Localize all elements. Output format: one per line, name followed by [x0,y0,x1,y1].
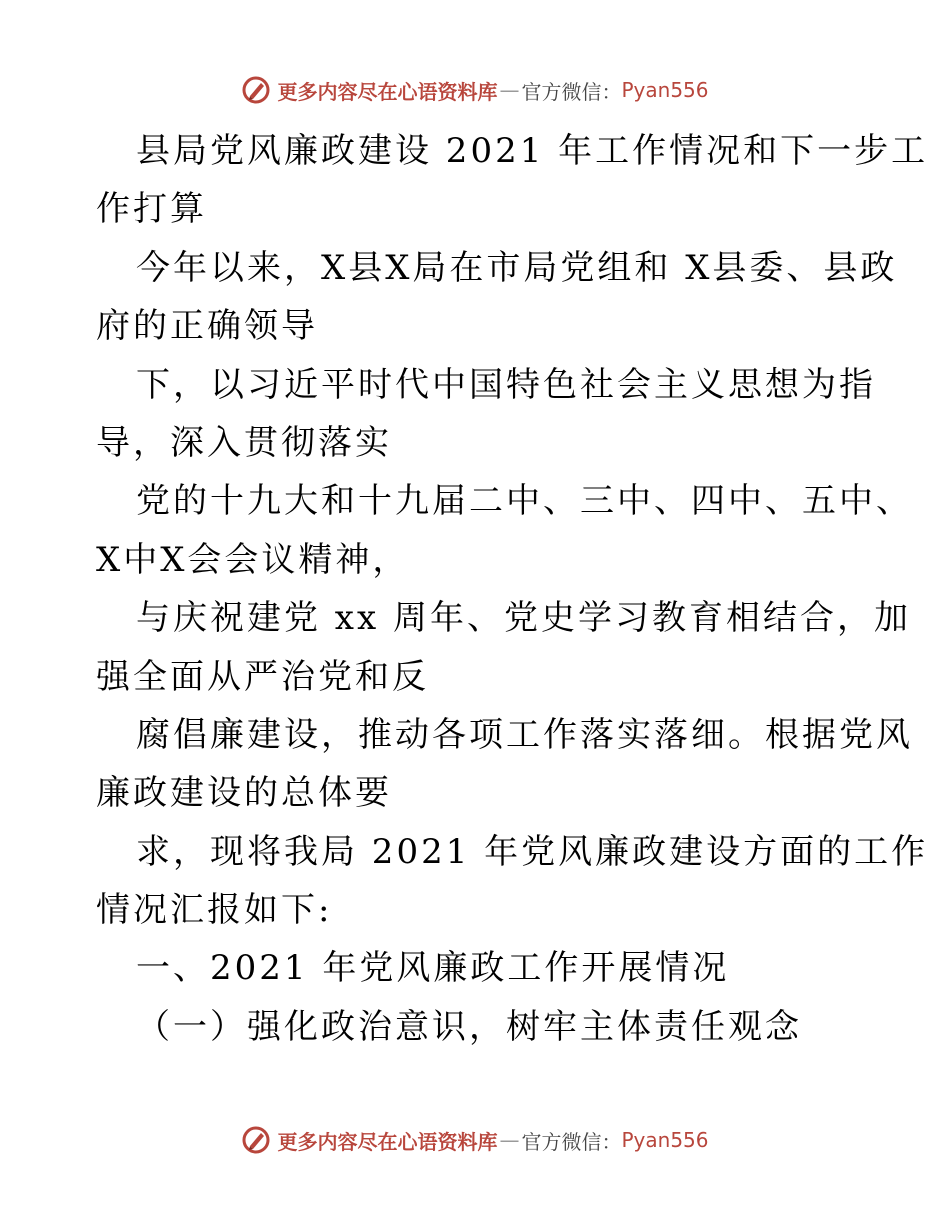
paragraph-line: 强全面从严治党和反 [96,656,429,697]
watermark-text: 更多内容尽在心语资料库 [277,79,498,104]
watermark-separator: — [499,78,520,102]
watermark-id: Pyan556 [621,78,709,102]
pen-logo-icon [241,1125,271,1155]
paragraph-line: 腐倡廉建设，推动各项工作落实落细。根据党风 [136,714,913,755]
paragraph-line: 情况汇报如下: [96,890,333,931]
watermark-sub: 官方微信： [521,79,622,104]
watermark-text: 更多内容尽在心语资料库 [277,1129,498,1154]
section-heading: 一、2021 年党风廉政工作开展情况 [136,948,730,989]
paragraph-line: 廉政建设的总体要 [96,773,392,814]
footer-watermark [0,1122,950,1158]
watermark-sub: 官方微信： [521,1129,622,1154]
subsection-heading: （一）强化政治意识，树牢主体责任观念 [136,1006,802,1047]
paragraph-line: 府的正确领导 [96,306,318,347]
watermark-separator: — [499,1128,520,1152]
watermark-id: Pyan556 [621,1128,709,1152]
pen-logo-icon [241,75,271,105]
document-body [96,122,929,1056]
document-title-line-2: 作打算 [96,189,207,230]
paragraph-line: 导，深入贯彻落实 [96,422,392,463]
paragraph-line: 今年以来，X县X局在市局党组和 X县委、县政 [136,247,898,288]
paragraph-line: 党的十九大和十九届二中、三中、四中、五中、 [136,481,913,522]
paragraph-line: 与庆祝建党 xx 周年、党史学习教育相结合，加 [136,598,911,639]
document-title-line-1: 县局党风廉政建设 2021 年工作情况和下一步工 [136,131,929,171]
header-watermark [0,72,950,108]
paragraph-line: 求，现将我局 2021 年党风廉政建设方面的工作 [136,831,929,872]
paragraph-line: 下，以习近平时代中国特色社会主义思想为指 [136,364,876,405]
paragraph-line: X中X会会议精神， [96,539,410,580]
